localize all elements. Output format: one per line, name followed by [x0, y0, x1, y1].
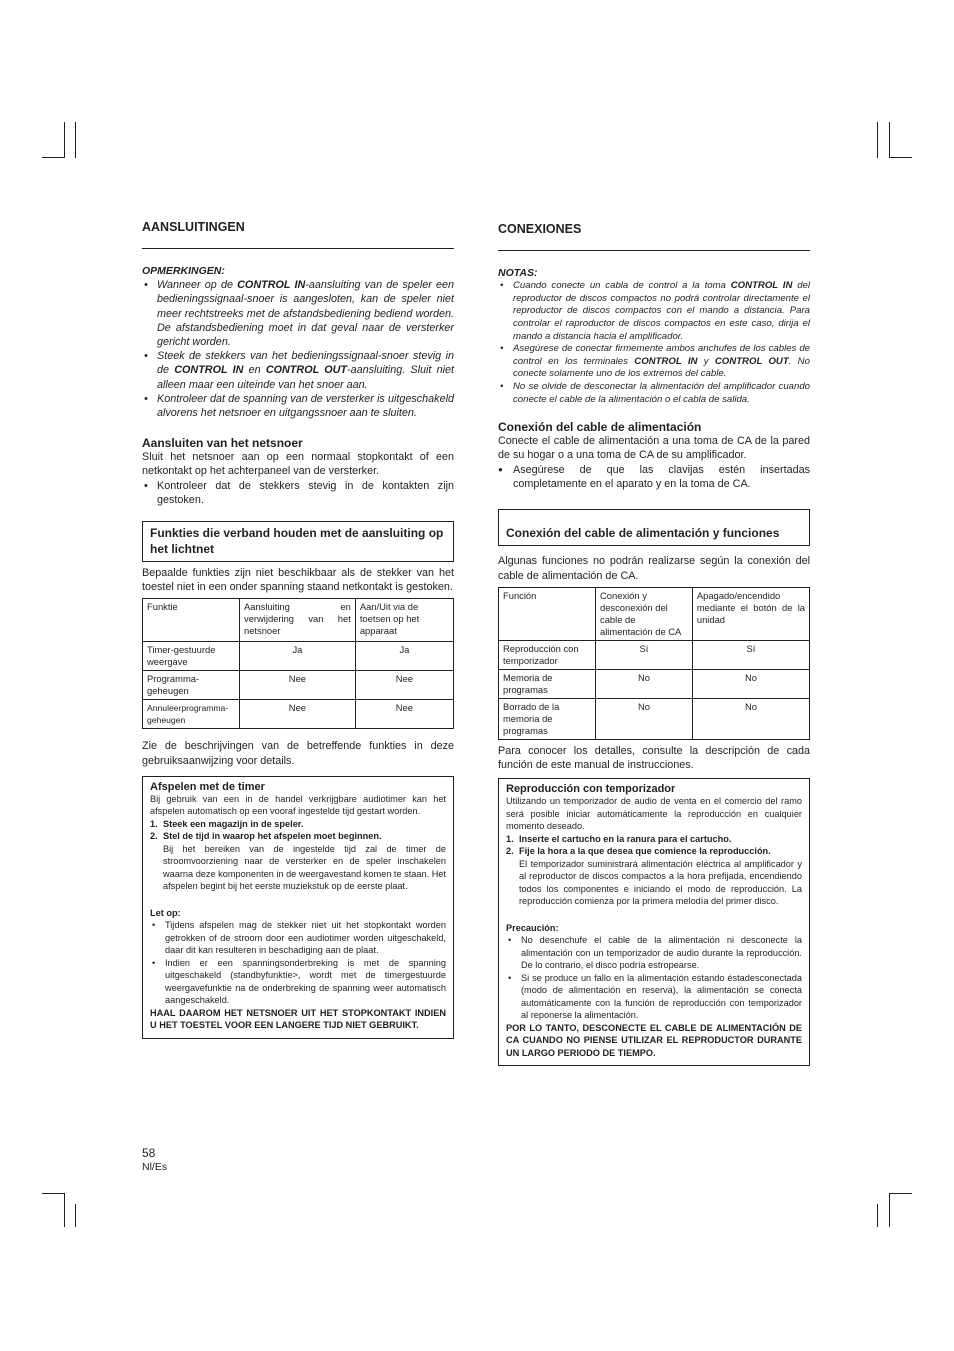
power-title: Aansluiten van het netsnoer — [142, 436, 303, 451]
functions-table — [142, 598, 454, 729]
notes-list — [498, 280, 810, 406]
timer-box-title: Afspelen met de timer — [150, 780, 265, 793]
table-row — [499, 640, 810, 669]
note-item: • No se olvide de desconectar la alimentación del amplificador cuando conecte el cable de la alimentación o el cabla de salida. — [498, 381, 810, 406]
table-cell: Sí — [596, 640, 693, 669]
table-cell: No — [692, 698, 809, 739]
power-title: Conexión del cable de alimentación — [498, 420, 702, 435]
timer-box — [498, 778, 810, 1066]
power-text: Conecte el cable de alimentación a una toma de CA de la pared de su hogar o a una toma de CA de su amplificador. — [498, 435, 810, 462]
caution-label: Precaución: — [506, 922, 559, 933]
table-cell: Memoria de programas — [499, 669, 596, 698]
step-item: 1. Steek een magazijn in de speler. — [150, 818, 304, 829]
table-cell: No — [596, 698, 693, 739]
timer-steps — [506, 833, 802, 908]
section-title: CONEXIONES — [498, 222, 582, 236]
table-cell: Borrado de la memoria de programas — [499, 698, 596, 739]
section-title: AANSLUITINGEN — [142, 220, 245, 234]
power-text: Sluit het netsnoer aan op een normaal stopkontakt of een netkontakt op het achterpaneel van de versterker. — [142, 451, 454, 478]
table-cell: Nee — [355, 671, 453, 700]
page-language: Nl/Es — [142, 1161, 168, 1173]
power-bullet: • Kontroleer dat de stekkers stevig in de kontakten zijn gestoken. — [142, 479, 454, 507]
table-header-row — [499, 587, 810, 640]
functions-table — [498, 587, 810, 740]
table-cell: Nee — [240, 671, 356, 700]
table-row — [143, 700, 454, 729]
functions-heading-text: Conexión del cable de alimentación y funciones — [506, 525, 780, 540]
table-cell: Nee — [240, 700, 356, 729]
table-header-cell: Apagado/encendido mediante el botón de la unidad — [692, 587, 809, 640]
after-table-text: Zie de beschrijvingen van de betreffende funkties in deze gebruiksaanwijzing voor details. — [142, 740, 454, 767]
timer-box-intro: Utilizando un temporizador de audio de venta en el comercio del ramo será posible iniciar automáticamente la reproducción en cualquier momento deseado. — [506, 796, 802, 832]
table-row — [499, 698, 810, 739]
table-header-cell: Aan/Uit via de toetsen op het apparaat — [355, 599, 453, 642]
caution-item: • No desenchufe el cable de la alimentación ni desconecte la alimentación con un temporizador de audio durante la reproducción. De lo contrario, el disco podría estropearse. — [506, 934, 802, 972]
caution-list — [506, 934, 802, 1022]
timer-box-title: Reproducción con temporizador — [506, 783, 676, 796]
timer-box-intro: Bij gebruik van een in de handel verkrijgbare audiotimer kan het afspelen automatisch op een vooraf ingestelde tijd gestart worden. — [150, 793, 446, 817]
note-item: • Wanneer op de CONTROL IN-aansluiting van de speler een bedieningssignaal-snoer is aangesloten, kan de speler niet meer rechtstreeks met de afstandsbediening bediend worden. De afstandsbediening moet in dat geval naar de versterker gericht worden. — [142, 278, 454, 349]
table-cell: Timer-gestuurde weergave — [143, 642, 240, 671]
table-cell: Ja — [355, 642, 453, 671]
functions-intro: Bepaalde funkties zijn niet beschikbaar als de stekker van het toestel niet in een onder spanning staand netkontakt is gestoken. — [142, 567, 454, 594]
page-number: 58 — [142, 1146, 156, 1160]
after-table-text: Para conocer los detalles, consulte la descripción de cada función de este manual de instrucciones. — [498, 744, 810, 772]
table-cell: No — [596, 669, 693, 698]
table-cell: Ja — [240, 642, 356, 671]
title-rule — [142, 248, 454, 249]
functions-intro: Algunas funciones no podrán realizarse según la conexión del cable de alimentación de CA. — [498, 555, 810, 582]
step-item: 2. Stel de tijd in waarop het afspelen moet beginnen. Bij het bereiken van de ingestelde tijd zal de timer de stroomvoorziening naar de versterker en de speler inschakelen waarna deze komponenten in de weergavestand komen te staan. Het afspelen begint bij het eerste muziekstuk op de eerste plaat. — [150, 831, 446, 892]
functions-heading: Funkties die verband houden met de aansluiting op het lichtnet — [142, 521, 454, 562]
warning-text: HAAL DAAROM HET NETSNOER UIT HET STOPKONTAKT INDIEN U HET TOESTEL VOOR EEN LANGERE TIJD NIET GEBRUIKT. — [150, 1007, 446, 1031]
step-item: 2. Fije la hora a la que desea que comience la reproducción. El temporizador suministrará alimentación eléctrica al amplificador y al reproductor de discos compactos a la hora prefijada, encendiendo todos los componentes e iniciando el modo de reproducción. La reproducción comienza por la primera melodía del primer disco. — [506, 846, 802, 907]
table-cell: Sí — [692, 640, 809, 669]
table-header-cell: Funktie — [143, 599, 240, 642]
table-cell: Reproducción con temporizador — [499, 640, 596, 669]
caution-label: Let op: — [150, 907, 181, 918]
note-item: • Cuando conecte un cabla de control a la toma CONTROL IN del reproductor de discos compactos no podrá controlar directamente el reproductor de discos compactos con el mando a distancia. Para controlar el raproductor de discos compactos en este caso, dirija el mando a distancia hacia el amplificador. — [498, 280, 810, 343]
table-header-cell: Función — [499, 587, 596, 640]
notes-label: OPMERKINGEN: — [142, 265, 225, 277]
timer-box — [142, 776, 454, 1039]
table-header-cell: Aansluiting en verwijdering van het netsnoer — [240, 599, 356, 642]
table-row — [143, 642, 454, 671]
table-header-row — [143, 599, 454, 642]
functions-heading — [498, 509, 810, 547]
caution-item: • Si se produce un fallo en la alimentación estando éstadesconectada (modo de alimentación en reserva), la alimentación se conecta automáticamente con la función de reproducción con temporizador al reponerse la alimentación. — [506, 972, 802, 1022]
power-bullets — [142, 479, 454, 507]
title-rule — [498, 250, 810, 251]
table-cell: Annuleerprogramma-geheugen — [143, 700, 240, 729]
table-cell: No — [692, 669, 809, 698]
caution-item: • Indien er een spanningsonderbreking is met de spanning uitgeschakeld (standbyfunktie>, wordt met de timergestuurde weergavefunktie na de onderbreking de spanning weer automatisch aangeschakeld. — [150, 957, 446, 1007]
spanish-column — [498, 220, 810, 1066]
table-header-cell: Conexión y desconexión del cable de alimentación de CA — [596, 587, 693, 640]
warning-text: POR LO TANTO, DESCONECTE EL CABLE DE ALIMENTACIÓN DE CA CUANDO NO PIENSE UTILIZAR EL REPRODUCTOR DURANTE UN LARGO PERIODO DE TIEMPO. — [506, 1022, 802, 1058]
note-item: • Asegúrese de conectar firmemente ambos anchufes de los cables de control en los terminales CONTROL IN y CONTROL OUT. No conecte solamente uno de los extremos del cable. — [498, 343, 810, 381]
timer-steps — [150, 818, 446, 893]
note-item: • Steek de stekkers van het bedieningssignaal-snoer stevig in de CONTROL IN en CONTROL OUT-aansluiting. Sluit niet alleen maar een uiteinde van het snoer aan. — [142, 349, 454, 392]
step-item: 1. Inserte el cartucho en la ranura para el cartucho. — [506, 833, 732, 844]
table-cell: Nee — [355, 700, 453, 729]
table-cell: Programma-geheugen — [143, 671, 240, 700]
caution-item: • Tijdens afspelen mag de stekker niet uit het stopkontakt worden getrokken of de stroom door een audiotimer worden uitgeschakeld, daar dit kan resulteren in beschadiging aan de plaat. — [150, 919, 446, 957]
notes-list — [142, 278, 454, 420]
power-bullet: ● Asegúrese de que las clavijas estén insertadas completamente en el aparato y en la toma de CA. — [498, 463, 810, 491]
table-row — [143, 671, 454, 700]
dutch-column — [142, 220, 454, 1039]
note-item: • Kontroleer dat de spanning van de versterker is uitgeschakeld alvorens het netsnoer en uitgangssnoer aan te sluiten. — [142, 392, 454, 420]
notes-label: NOTAS: — [498, 267, 538, 279]
caution-list — [150, 919, 446, 1007]
power-bullets — [498, 463, 810, 491]
table-row — [499, 669, 810, 698]
